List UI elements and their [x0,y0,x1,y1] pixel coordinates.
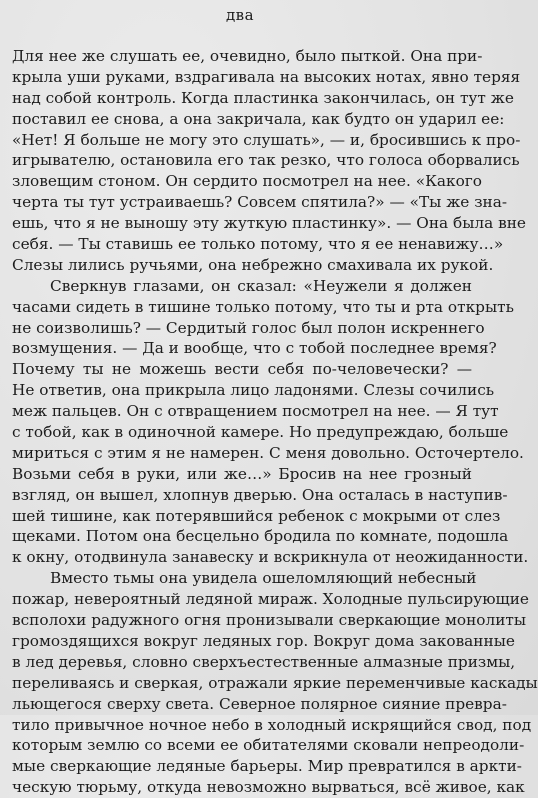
text-line: ческую тюрьму, откуда невозможно вырваться, всё живое, как [12,778,525,797]
text-line: Не ответив, она прикрыла лицо ладонями. Слезы сочились [12,381,495,400]
text-line: Сверкнув глазами, он сказал: «Неужели я должен [50,276,472,295]
text-line: с тобой, как в одиночной камере. Но предупреждаю, больше [12,423,509,442]
text-line: Возьми себя в руки, или же…» Бросив на нее грозный [12,464,472,483]
text-line: зловещим стоном. Он сердито посмотрел на нее. «Какого [12,172,483,191]
text-line: которым землю со всеми ее обитателями сковали непреодоли- [12,736,525,755]
text-line: Для нее же слушать ее, очевидно, было пыткой. Она при- [12,47,483,65]
text-line: себя. — Ты ставишь ее только потому, что я ее ненавижу…» [12,235,504,254]
text-line: щеками. Потом она бесцельно бродила по комнате, подошла [12,527,509,546]
text-line: часами сидеть в тишине только потому, что ты и рта открыть [12,297,514,316]
text-line: мириться с этим я не намерен. С меня довольно. Осточертело. [12,443,524,462]
text-line: льющегося сверху света. Северное полярное сияние превра- [12,694,507,713]
text-line: черта ты тут устраиваешь? Совсем спятила?» — «Ты же зна- [12,193,508,212]
text-line: тило привычное ночное небо в холодный искрящийся свод, под [12,715,532,734]
text-line: в лед деревья, словно сверхъестественные алмазные призмы, [12,652,516,671]
text-line: Почему ты не можешь вести себя по-человечески? — [12,360,472,379]
text-line: к окну, отодвинула занавеску и вскрикнула от неожиданности. [12,548,529,567]
text-line: «Нет! Я больше не могу это слушать», — и, бросившись к про- [12,130,521,149]
text-line: меж пальцев. Он с отвращением посмотрел на нее. — Я тут [12,402,499,421]
text-line: мые сверкающие ледяные барьеры. Мир превратился в аркти- [12,757,522,776]
text-line: возмущения. — Да и вообще, что с тобой последнее время? [12,339,497,358]
text-line: поставил ее снова, а она закричала, как будто он ударил ее: [12,109,505,128]
text-line: Слезы лились ручьями, она небрежно смахивала их рукой. [12,255,494,274]
text-line: громоздящихся вокруг ледяных гор. Вокруг дома закованные [12,631,515,650]
body-text [12,46,538,798]
text-line: Вместо тьмы она увидела ошеломляющий небесный [50,569,477,588]
running-head: два [225,6,255,24]
text-line: взгляд, он вышел, хлопнув дверью. Она осталась в наступив- [12,485,508,504]
text-line: крыла уши руками, вздрагивала на высоких нотах, явно теряя [12,67,521,86]
text-line: игрывателю, остановила его так резко, что голоса оборвались [12,151,520,170]
text-line: не соизволишь? — Сердитый голос был полон искреннего [12,318,485,337]
text-line: ешь, что я не выношу эту жуткую пластинку». — Она была вне [12,214,526,233]
text-line: пожар, невероятный ледяной мираж. Холодные пульсирующие [12,590,529,609]
text-line: шей тишине, как потерявшийся ребенок с мокрыми от слез [12,506,501,525]
text-line: переливаясь и сверкая, отражали яркие переменчивые каскады [12,673,538,692]
text-line: всполохи радужного огня пронизывали сверкающие монолиты [12,611,527,630]
text-line: над собой контроль. Когда пластинка закончилась, он тут же [12,88,514,107]
